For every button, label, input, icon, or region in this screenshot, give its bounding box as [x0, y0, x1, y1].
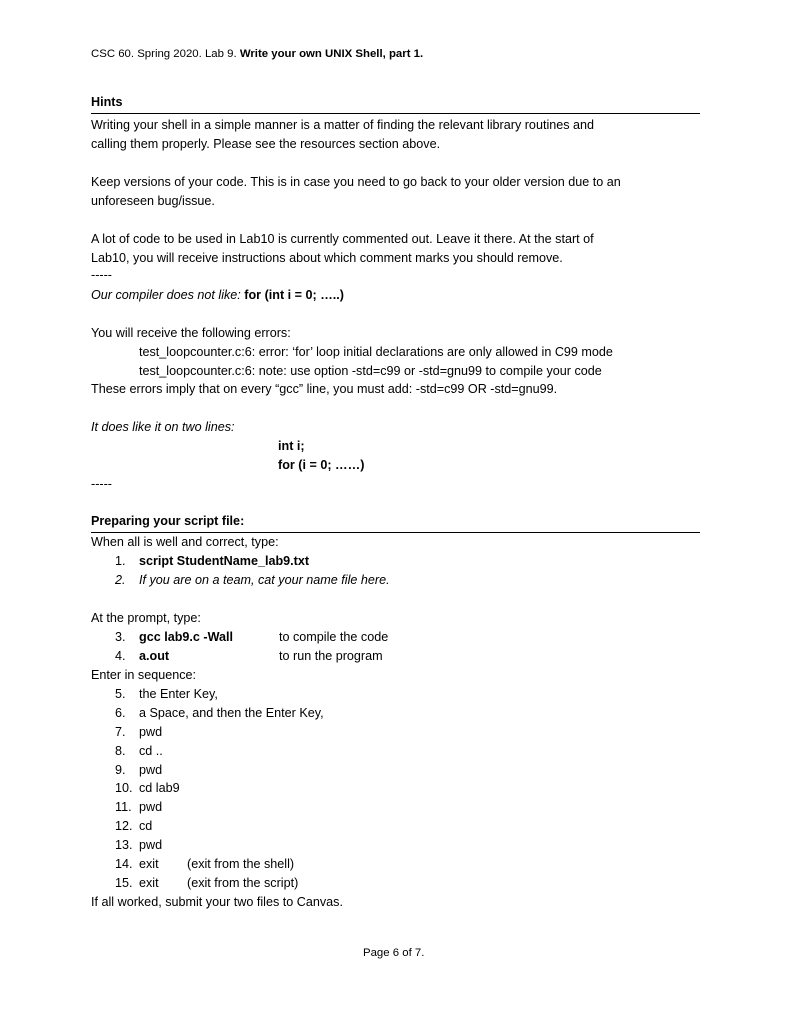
- hints-paragraph2-line1: Keep versions of your code. This is in case you need to go back to your older version due to an: [91, 175, 621, 189]
- step-5: [115, 685, 218, 704]
- step-1-text: script StudentName_lab9.txt: [139, 554, 310, 568]
- step-text: exit: [139, 857, 159, 871]
- step-text: pwd: [139, 838, 163, 852]
- step-text: the Enter Key,: [139, 687, 218, 701]
- step-number: 13.: [115, 838, 133, 852]
- compiler-note: [91, 286, 344, 305]
- hints-paragraph1-line1: Writing your shell in a simple manner is a matter of finding the relevant library routines and: [91, 118, 595, 132]
- compiler-note-code: for (int i = 0; …..): [244, 288, 344, 302]
- step-text: cd lab9: [139, 781, 180, 795]
- step-1: [115, 552, 309, 571]
- step-number: 15.: [115, 876, 133, 890]
- hints-paragraph2-line2: unforeseen bug/issue.: [91, 194, 215, 208]
- closing-line: If all worked, submit your two files to Canvas.: [91, 895, 343, 909]
- step-15-description: (exit from the script): [187, 876, 299, 890]
- step-number: 5.: [115, 687, 126, 701]
- step-13: [115, 836, 162, 855]
- hints-paragraph1-line2: calling them properly. Please see the resources section above.: [91, 137, 441, 151]
- step-text: pwd: [139, 800, 163, 814]
- step-3-description: to compile the code: [279, 630, 389, 644]
- step-number: 7.: [115, 725, 126, 739]
- compiler-note-text: Our compiler does not like:: [91, 288, 245, 302]
- two-lines-note: It does like it on two lines:: [91, 420, 235, 434]
- step-8: [115, 742, 163, 761]
- step-text: cd: [139, 819, 153, 833]
- header-prefix: CSC 60. Spring 2020. Lab 9.: [91, 48, 240, 60]
- step-4-description: to run the program: [279, 649, 383, 663]
- hints-paragraph3-line2: Lab10, you will receive instructions about which comment marks you should remove.: [91, 251, 563, 265]
- step-1-number: 1.: [115, 554, 126, 568]
- step-number: 12.: [115, 819, 133, 833]
- step-10: [115, 779, 180, 798]
- step-text: a Space, and then the Enter Key,: [139, 706, 324, 720]
- step-14-description: (exit from the shell): [187, 857, 295, 871]
- step-3-command: gcc lab9.c -Wall: [139, 630, 234, 644]
- step-11: [115, 798, 162, 817]
- step-text: pwd: [139, 725, 163, 739]
- error-line-1: test_loopcounter.c:6: error: ‘for’ loop initial declarations are only allowed in C99 mode: [139, 345, 613, 359]
- step-3-number: 3.: [115, 630, 126, 644]
- sequence-intro: Enter in sequence:: [91, 668, 197, 682]
- hints-paragraph3-line1: A lot of code to be used in Lab10 is currently commented out. Leave it there. At the start of: [91, 232, 594, 246]
- script-intro: When all is well and correct, type:: [91, 535, 279, 549]
- step-4-command: a.out: [139, 649, 170, 663]
- step-4-number: 4.: [115, 649, 126, 663]
- step-number: 10.: [115, 781, 133, 795]
- code-line-2: for (i = 0; ……): [278, 458, 365, 472]
- step-15: [115, 874, 159, 893]
- step-6: [115, 704, 324, 723]
- errors-intro: You will receive the following errors:: [91, 326, 291, 340]
- step-2-number: 2.: [115, 573, 126, 587]
- prompt-intro: At the prompt, type:: [91, 611, 201, 625]
- code-line-1: int i;: [278, 439, 305, 453]
- step-number: 14.: [115, 857, 133, 871]
- step-4: [115, 647, 169, 666]
- page-header: [91, 45, 423, 64]
- step-number: 6.: [115, 706, 126, 720]
- page-number: Page 6 of 7.: [363, 947, 425, 959]
- step-2: [115, 571, 390, 590]
- step-2-text: If you are on a team, cat your name file here.: [139, 573, 390, 587]
- step-9: [115, 761, 162, 780]
- hints-heading: Hints: [91, 95, 123, 109]
- step-number: 8.: [115, 744, 126, 758]
- separator-dashes-1: -----: [91, 268, 112, 282]
- step-text: exit: [139, 876, 159, 890]
- step-7: [115, 723, 162, 742]
- step-text: pwd: [139, 763, 163, 777]
- step-12: [115, 817, 152, 836]
- step-3: [115, 628, 233, 647]
- step-text: cd ..: [139, 744, 163, 758]
- header-title: Write your own UNIX Shell, part 1.: [239, 48, 424, 60]
- hints-divider: [91, 113, 700, 114]
- error-line-2: test_loopcounter.c:6: note: use option -std=c99 or -std=gnu99 to compile your code: [139, 364, 602, 378]
- step-number: 11.: [115, 800, 132, 814]
- script-heading: Preparing your script file:: [91, 514, 245, 528]
- step-number: 9.: [115, 763, 126, 777]
- separator-dashes-2: -----: [91, 477, 112, 491]
- errors-imply: These errors imply that on every “gcc” line, you must add: -std=c99 OR -std=gnu99.: [91, 382, 558, 396]
- step-14: [115, 855, 159, 874]
